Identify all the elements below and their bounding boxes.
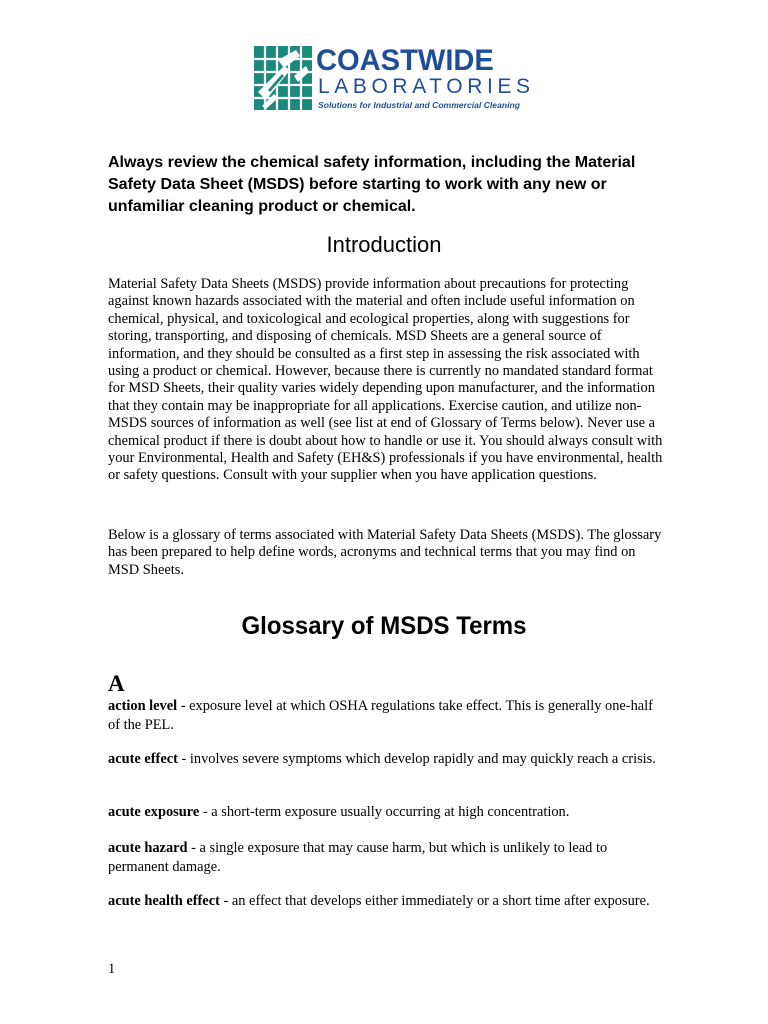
glossary-definition: - an effect that develops either immediately or a short time after exposure. (219, 893, 650, 909)
glossary-term: acute effect (108, 751, 178, 767)
company-logo (254, 44, 535, 116)
intro-paragraph-2: Below is a glossary of terms associated with Material Safety Data Sheets (MSDS). The glossary has been prepared to help define words, acronyms and technical terms that you may find on MSD Sheets. (108, 527, 662, 578)
glossary-definition: - exposure level at which OSHA regulations take effect. This is generally one-half of the PEL. (108, 698, 653, 733)
glossary-term: acute exposure (108, 804, 200, 820)
page-number: 1 (108, 961, 116, 977)
logo-company-name: COASTWIDE (316, 44, 494, 77)
glossary-entry (108, 803, 664, 822)
safety-warning: Always review the chemical safety information, including the Material Safety Data Sheet (MSDS) before starting to work with any new or unfamiliar cleaning product or chemical. (108, 154, 636, 215)
logo-tagline: Solutions for Industrial and Commercial Cleaning (318, 100, 520, 110)
logo-company-sub: LABORATORIES (318, 75, 535, 98)
glossary-definition: - a single exposure that may cause harm, but which is unlikely to lead to permanent damage. (108, 840, 608, 875)
introduction-heading: Introduction (326, 232, 442, 257)
glossary-definition: - involves severe symptoms which develop rapidly and may quickly reach a crisis. (177, 751, 656, 767)
coastwide-logo-mark-icon (254, 46, 312, 110)
intro-paragraph-1: Material Safety Data Sheets (MSDS) provide information about precautions for protecting against known hazards associated with the material and often include useful information on chemical, physical, and toxicological and ecological properties, along with suggestions for storing, transporting, and disposing of chemicals. MSD Sheets are a general source of information, and they should be consulted as a first step in assessing the risk associated with using a product or chemical. However, because there is currently no mandated standard format for MSD Sheets, their quality varies widely depending upon manufacturer, and the information that they contain may be inappropriate for all applications. Exercise caution, and utilize non-MSDS sources of information as well (see list at end of Glossary of Terms below). Never use a chemical product if there is doubt about how to handle or use it. You should always consult with your Environmental, Health and Safety (EH&S) professionals if you have environmental, health or safety questions. Consult with your supplier when you have application questions. (108, 276, 663, 484)
glossary-entry (108, 839, 664, 876)
glossary-entry (108, 892, 664, 911)
glossary-entry (108, 750, 664, 769)
glossary-definition: - a short-term exposure usually occurring at high concentration. (199, 804, 570, 820)
glossary-term: acute hazard (108, 840, 188, 856)
glossary-term: action level (108, 698, 178, 714)
glossary-heading: Glossary of MSDS Terms (241, 612, 527, 640)
glossary-entry (108, 697, 664, 734)
glossary-term: acute health effect (108, 893, 220, 909)
glossary-letter-heading: A (108, 671, 125, 696)
